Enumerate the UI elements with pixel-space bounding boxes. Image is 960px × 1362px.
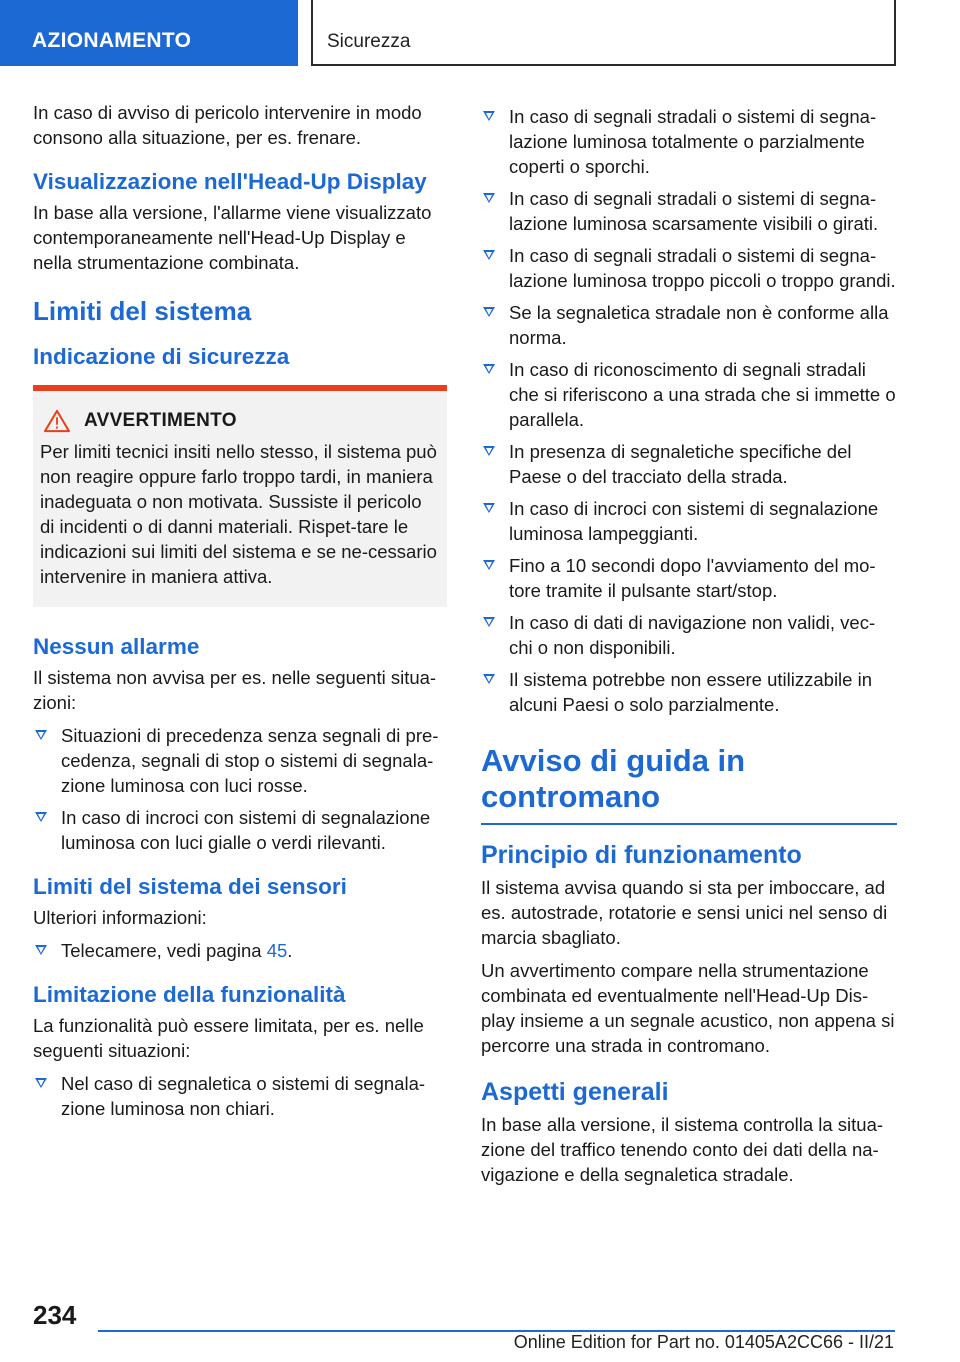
list-item: In caso di dati di navigazione non validi, vec-chi o non disponibili.: [481, 610, 897, 660]
no-alarm-paragraph: Il sistema non avvisa per es. nelle seguenti situa-zioni:: [33, 667, 437, 713]
list-item: Fino a 10 secondi dopo l'avviamento del mo-tore tramite il pulsante start/stop.: [481, 553, 897, 603]
list-item: In caso di segnali stradali o sistemi di segna-lazione luminosa totalmente o parzialmente coperti o sporchi.: [481, 104, 897, 179]
intro-paragraph: In caso di avviso di pericolo intervenire in modo consono alla situazione, per es. frenare.: [33, 102, 422, 148]
warning-triangle-icon: [42, 409, 72, 433]
left-column: [33, 100, 447, 1129]
triangle-bullet-icon: [35, 945, 47, 955]
general-heading: Aspetti generali: [481, 1077, 669, 1106]
no-alarm-heading: Nessun allarme: [33, 634, 200, 659]
list-item: In caso di incroci con sistemi di segnalazione luminosa lampeggianti.: [481, 496, 897, 546]
list-item: Situazioni di precedenza senza segnali di pre-cedenza, segnali di stop o sistemi di segnala-zione luminosa con luci rosse.: [33, 723, 447, 798]
hud-heading: Visualizzazione nell'Head-Up Display: [33, 169, 427, 194]
triangle-bullet-icon: [483, 364, 495, 374]
triangle-bullet-icon: [483, 446, 495, 456]
list-item: In caso di segnali stradali o sistemi di segna-lazione luminosa troppo piccoli o troppo grandi.: [481, 243, 897, 293]
edition-note: Online Edition for Part no. 01405A2CC66 - II/21: [513, 1332, 894, 1352]
page-link[interactable]: 45: [266, 940, 288, 961]
list-item: In caso di incroci con sistemi di segnalazione luminosa con luci gialle o verdi rilevanti.: [33, 805, 447, 855]
triangle-bullet-icon: [483, 250, 495, 260]
page-number: 234: [33, 1300, 77, 1330]
list-item: Nel caso di segnaletica o sistemi di segnala-zione luminosa non chiari.: [33, 1071, 447, 1121]
triangle-bullet-icon: [483, 674, 495, 684]
warning-text: Per limiti tecnici insiti nello stesso, il sistema può non reagire oppure farlo troppo tardi, in maniera inadeguata o non motivata. Sussiste il pericolo di incidenti o di danni materiali. Rispet-tare le indicazioni sui limiti del sistema e se ne-cessario intervenire in maniera attiva.: [40, 441, 437, 587]
triangle-bullet-icon: [483, 617, 495, 627]
warning-header: [40, 409, 437, 433]
principle-paragraph-2: Un avvertimento compare nella strumentazione combinata ed eventualmente nell'Head-Up Dis-play insieme a un segnale acustico, non appena si percorre una strada in contromano.: [481, 959, 895, 1056]
triangle-bullet-icon: [483, 111, 495, 121]
warning-box: [33, 385, 447, 607]
list-item: In presenza di segnaletiche specifiche del Paese o del tracciato della strada.: [481, 439, 897, 489]
general-paragraph: In base alla versione, il sistema controlla la situa-zione del traffico tenendo conto dei dati della na-vigazione e della segnaletica stradale.: [481, 1113, 884, 1185]
warning-title: AVVERTIMENTO: [84, 410, 237, 431]
heading-rule: [481, 823, 897, 825]
triangle-bullet-icon: [35, 1078, 47, 1088]
triangle-bullet-icon: [483, 560, 495, 570]
sensor-paragraph: Ulteriori informazioni:: [33, 907, 207, 928]
list-item: In caso di segnali stradali o sistemi di segna-lazione luminosa scarsamente visibili o girati.: [481, 186, 897, 236]
triangle-bullet-icon: [483, 503, 495, 513]
list-item: Se la segnaletica stradale non è conforme alla norma.: [481, 300, 897, 350]
list-item: Telecamere, vedi pagina 45.: [33, 938, 447, 963]
func-paragraph: La funzionalità può essere limitata, per es. nelle seguenti situazioni:: [33, 1015, 424, 1061]
sensor-list: [33, 938, 447, 963]
safety-heading: Indicazione di sicurezza: [33, 344, 290, 369]
wrongway-heading: Avviso di guida in contromano: [481, 743, 746, 814]
chapter-title: Sicurezza: [311, 0, 896, 66]
list-item: Il sistema potrebbe non essere utilizzabile in alcuni Paesi o solo parzialmente.: [481, 667, 897, 717]
hud-paragraph: In base alla versione, l'allarme viene visualizzato contemporaneamente nell'Head-Up Display e nella strumentazione combinata.: [33, 202, 432, 273]
func-list: [33, 1071, 447, 1121]
triangle-bullet-icon: [35, 812, 47, 822]
no-alarm-list: [33, 723, 447, 855]
section-tab: AZIONAMENTO: [0, 0, 298, 66]
right-column: [481, 100, 897, 1195]
func-heading: Limitazione della funzionalità: [33, 982, 346, 1007]
limits-heading: Limiti del sistema: [33, 296, 252, 326]
list-item: In caso di riconoscimento di segnali stradali che si riferiscono a una strada che si immette o parallela.: [481, 357, 897, 432]
triangle-bullet-icon: [483, 307, 495, 317]
limits-list: [481, 104, 897, 717]
sensor-heading: Limiti del sistema dei sensori: [33, 874, 347, 899]
principle-heading: Principio di funzionamento: [481, 840, 802, 869]
page-header: [0, 0, 960, 66]
principle-paragraph-1: Il sistema avvisa quando si sta per imboccare, ad es. autostrade, rotatorie e sensi unici nel senso di marcia sbagliato.: [481, 876, 888, 948]
triangle-bullet-icon: [483, 193, 495, 203]
triangle-bullet-icon: [35, 730, 47, 740]
